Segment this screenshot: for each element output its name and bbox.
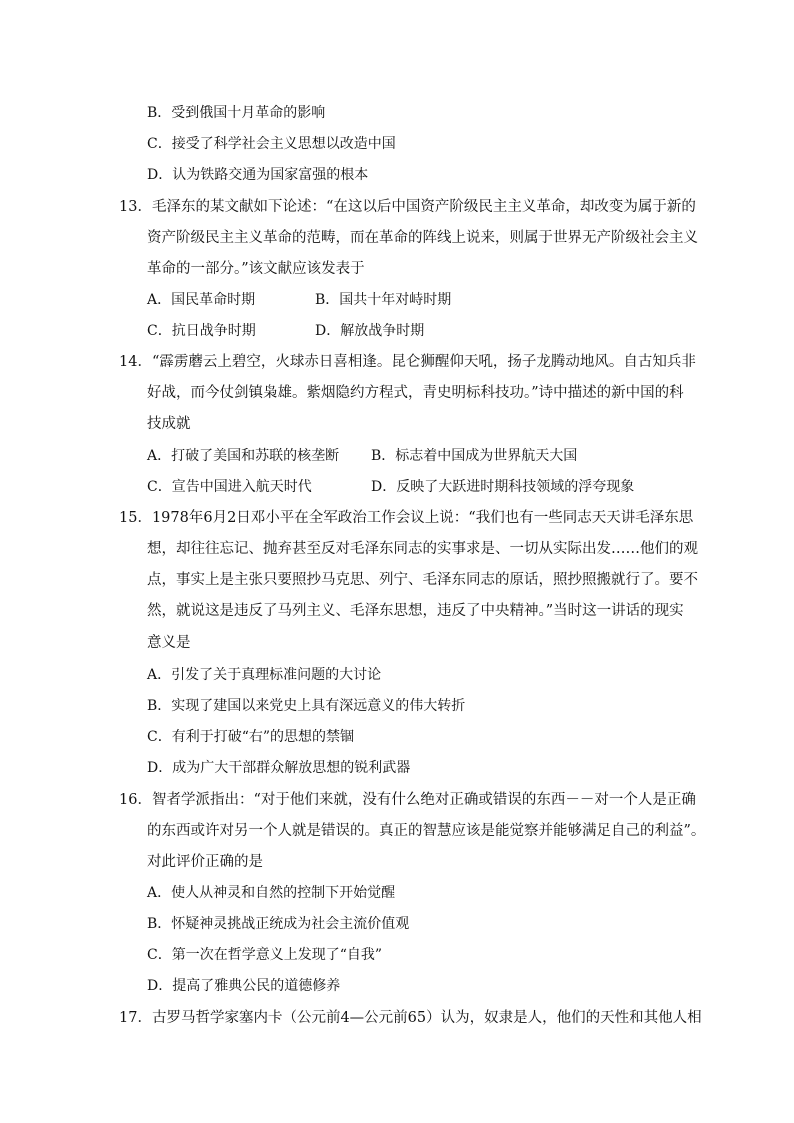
q16-option-c: C．第一次在哲学意义上发现了“自我” xyxy=(147,947,383,963)
q15-stem-line-2: 想，却往往忘记、抛弃甚至反对毛泽东同志的实事求是、一切从实际出发……他们的观 xyxy=(147,541,698,557)
q15-option-d: D．成为广大干部群众解放思想的锐利武器 xyxy=(147,760,411,776)
q13-stem-line-1: 13．毛泽东的某文献如下论述：“在这以后中国资产阶级民主主义革命，却改变为属于新的 xyxy=(119,199,696,215)
q12-option-c: C．接受了科学社会主义思想以改造中国 xyxy=(147,136,396,152)
q12-option-b: B．受到俄国十月革命的影响 xyxy=(147,105,326,121)
q13-option-a: A．国民革命时期 xyxy=(147,292,256,308)
q16-stem-line-3: 对此评价正确的是 xyxy=(147,854,263,870)
q17-stem-line-1: 17．古罗马哲学家塞内卡（公元前4—公元前65）认为，奴隶是人，他们的天性和其他人相 xyxy=(119,1010,702,1026)
q15-option-c: C．有利于打破“右”的思想的禁锢 xyxy=(147,729,355,745)
q16-option-b: B．怀疑神灵挑战正统成为社会主流价值观 xyxy=(147,916,410,932)
q13-stem-line-2: 资产阶级民主主义革命的范畴，而在革命的阵线上说来，则属于世界无产阶级社会主义 xyxy=(147,230,698,246)
q15-stem-line-1: 15．1978年6月2日邓小平在全军政治工作会议上说：“我们也有一些同志天天讲毛泽东思 xyxy=(119,510,694,526)
q16-stem-line-2: 的东西或许对另一个人就是错误的。真正的智慧应该是能觉察并能够满足自己的利益”。 xyxy=(147,823,706,839)
q12-option-d: D．认为铁路交通为国家富强的根本 xyxy=(147,167,369,183)
q16-option-d: D．提高了雅典公民的道德修养 xyxy=(147,978,341,994)
q15-stem-line-4: 然，就说这是违反了马列主义、毛泽东思想，违反了中央精神。”当时这一讲话的现实 xyxy=(147,603,684,619)
q16-stem-line-1: 16．智者学派指出：“对于他们来就，没有什么绝对正确或错误的东西－－对一个人是正确 xyxy=(119,792,696,808)
q13-option-d: D．解放战争时期 xyxy=(315,323,425,339)
q14-stem-line-1: 14．“霹雳蘑云上碧空，火球赤日喜相逢。昆仑狮醒仰天吼，扬子龙腾动地风。自古知兵非 xyxy=(119,354,696,370)
q14-option-a: A．打破了美国和苏联的核垄断 xyxy=(147,448,340,464)
q15-option-a: A．引发了关于真理标准问题的大讨论 xyxy=(147,667,382,683)
q15-stem-line-5: 意义是 xyxy=(147,635,191,651)
q14-option-b: B．标志着中国成为世界航天大国 xyxy=(371,448,578,464)
q15-option-b: B．实现了建国以来党史上具有深远意义的伟大转折 xyxy=(147,698,466,714)
q16-option-a: A．使人从神灵和自然的控制下开始觉醒 xyxy=(147,885,396,901)
q14-stem-line-2: 好战，而今仗剑镇枭雄。紫烟隐约方程式，青史明标科技功。”诗中描述的新中国的科 xyxy=(147,385,684,401)
q14-stem-line-3: 技成就 xyxy=(147,416,191,432)
q14-option-d: D．反映了大跃进时期科技领域的浮夸现象 xyxy=(371,479,635,495)
q13-stem-line-3: 革命的一部分。”该文献应该发表于 xyxy=(147,261,365,277)
q14-option-c: C．宣告中国进入航天时代 xyxy=(147,479,312,495)
q15-stem-line-3: 点，事实上是主张只要照抄马克思、列宁、毛泽东同志的原话，照抄照搬就行了。要不 xyxy=(147,572,698,588)
q13-option-c: C．抗日战争时期 xyxy=(147,323,256,339)
q13-option-b: B．国共十年对峙时期 xyxy=(315,292,452,308)
